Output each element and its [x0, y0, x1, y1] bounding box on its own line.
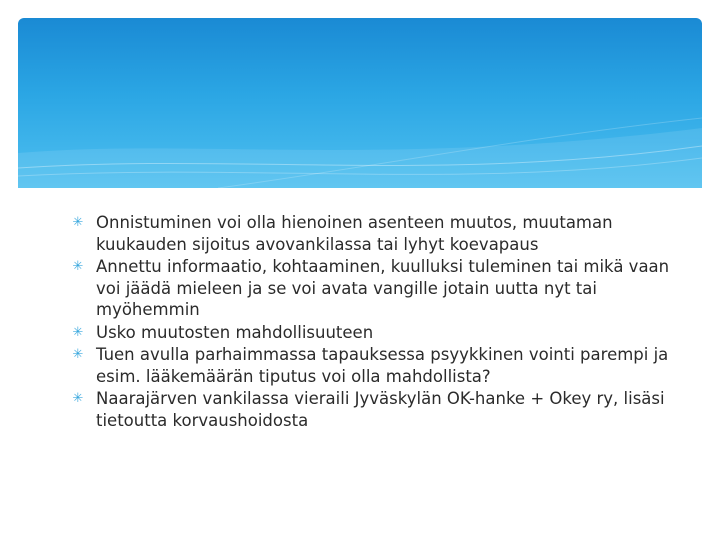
asterisk-bullet-icon: ✳: [72, 259, 84, 274]
bullet-list: [70, 212, 670, 431]
list-item: [70, 322, 670, 344]
list-item-text: Annettu informaatio, kohtaaminen, kuulluksi tuleminen tai mikä vaan voi jäädä mieleen ja se voi avata vangille jotain uutta nyt tai myöhemmin: [96, 257, 670, 319]
list-item-text: Naarajärven vankilassa vieraili Jyväskylän OK-hanke + Okey ry, lisäsi tietoutta korvaushoidosta: [96, 389, 665, 430]
list-item-text: Usko muutosten mahdollisuuteen: [96, 322, 374, 342]
banner-wave-decoration: [18, 18, 702, 188]
asterisk-bullet-icon: ✳: [72, 215, 84, 230]
list-item: [70, 212, 670, 255]
list-item: [70, 388, 670, 431]
asterisk-bullet-icon: ✳: [72, 347, 84, 362]
list-item-text: Tuen avulla parhaimmassa tapauksessa psyykkinen vointi parempi ja esim. lääkemäärän tiputus voi olla mahdollista?: [96, 345, 669, 386]
asterisk-bullet-icon: ✳: [72, 391, 84, 406]
header-banner: [18, 18, 702, 188]
asterisk-bullet-icon: ✳: [72, 324, 84, 340]
bullet-content: [70, 212, 670, 432]
list-item-text: Onnistuminen voi olla hienoinen asenteen muutos, muutaman kuukauden sijoitus avovankilassa tai lyhyt koevapaus: [96, 213, 613, 254]
list-item: [70, 344, 670, 387]
list-item: [70, 256, 670, 321]
